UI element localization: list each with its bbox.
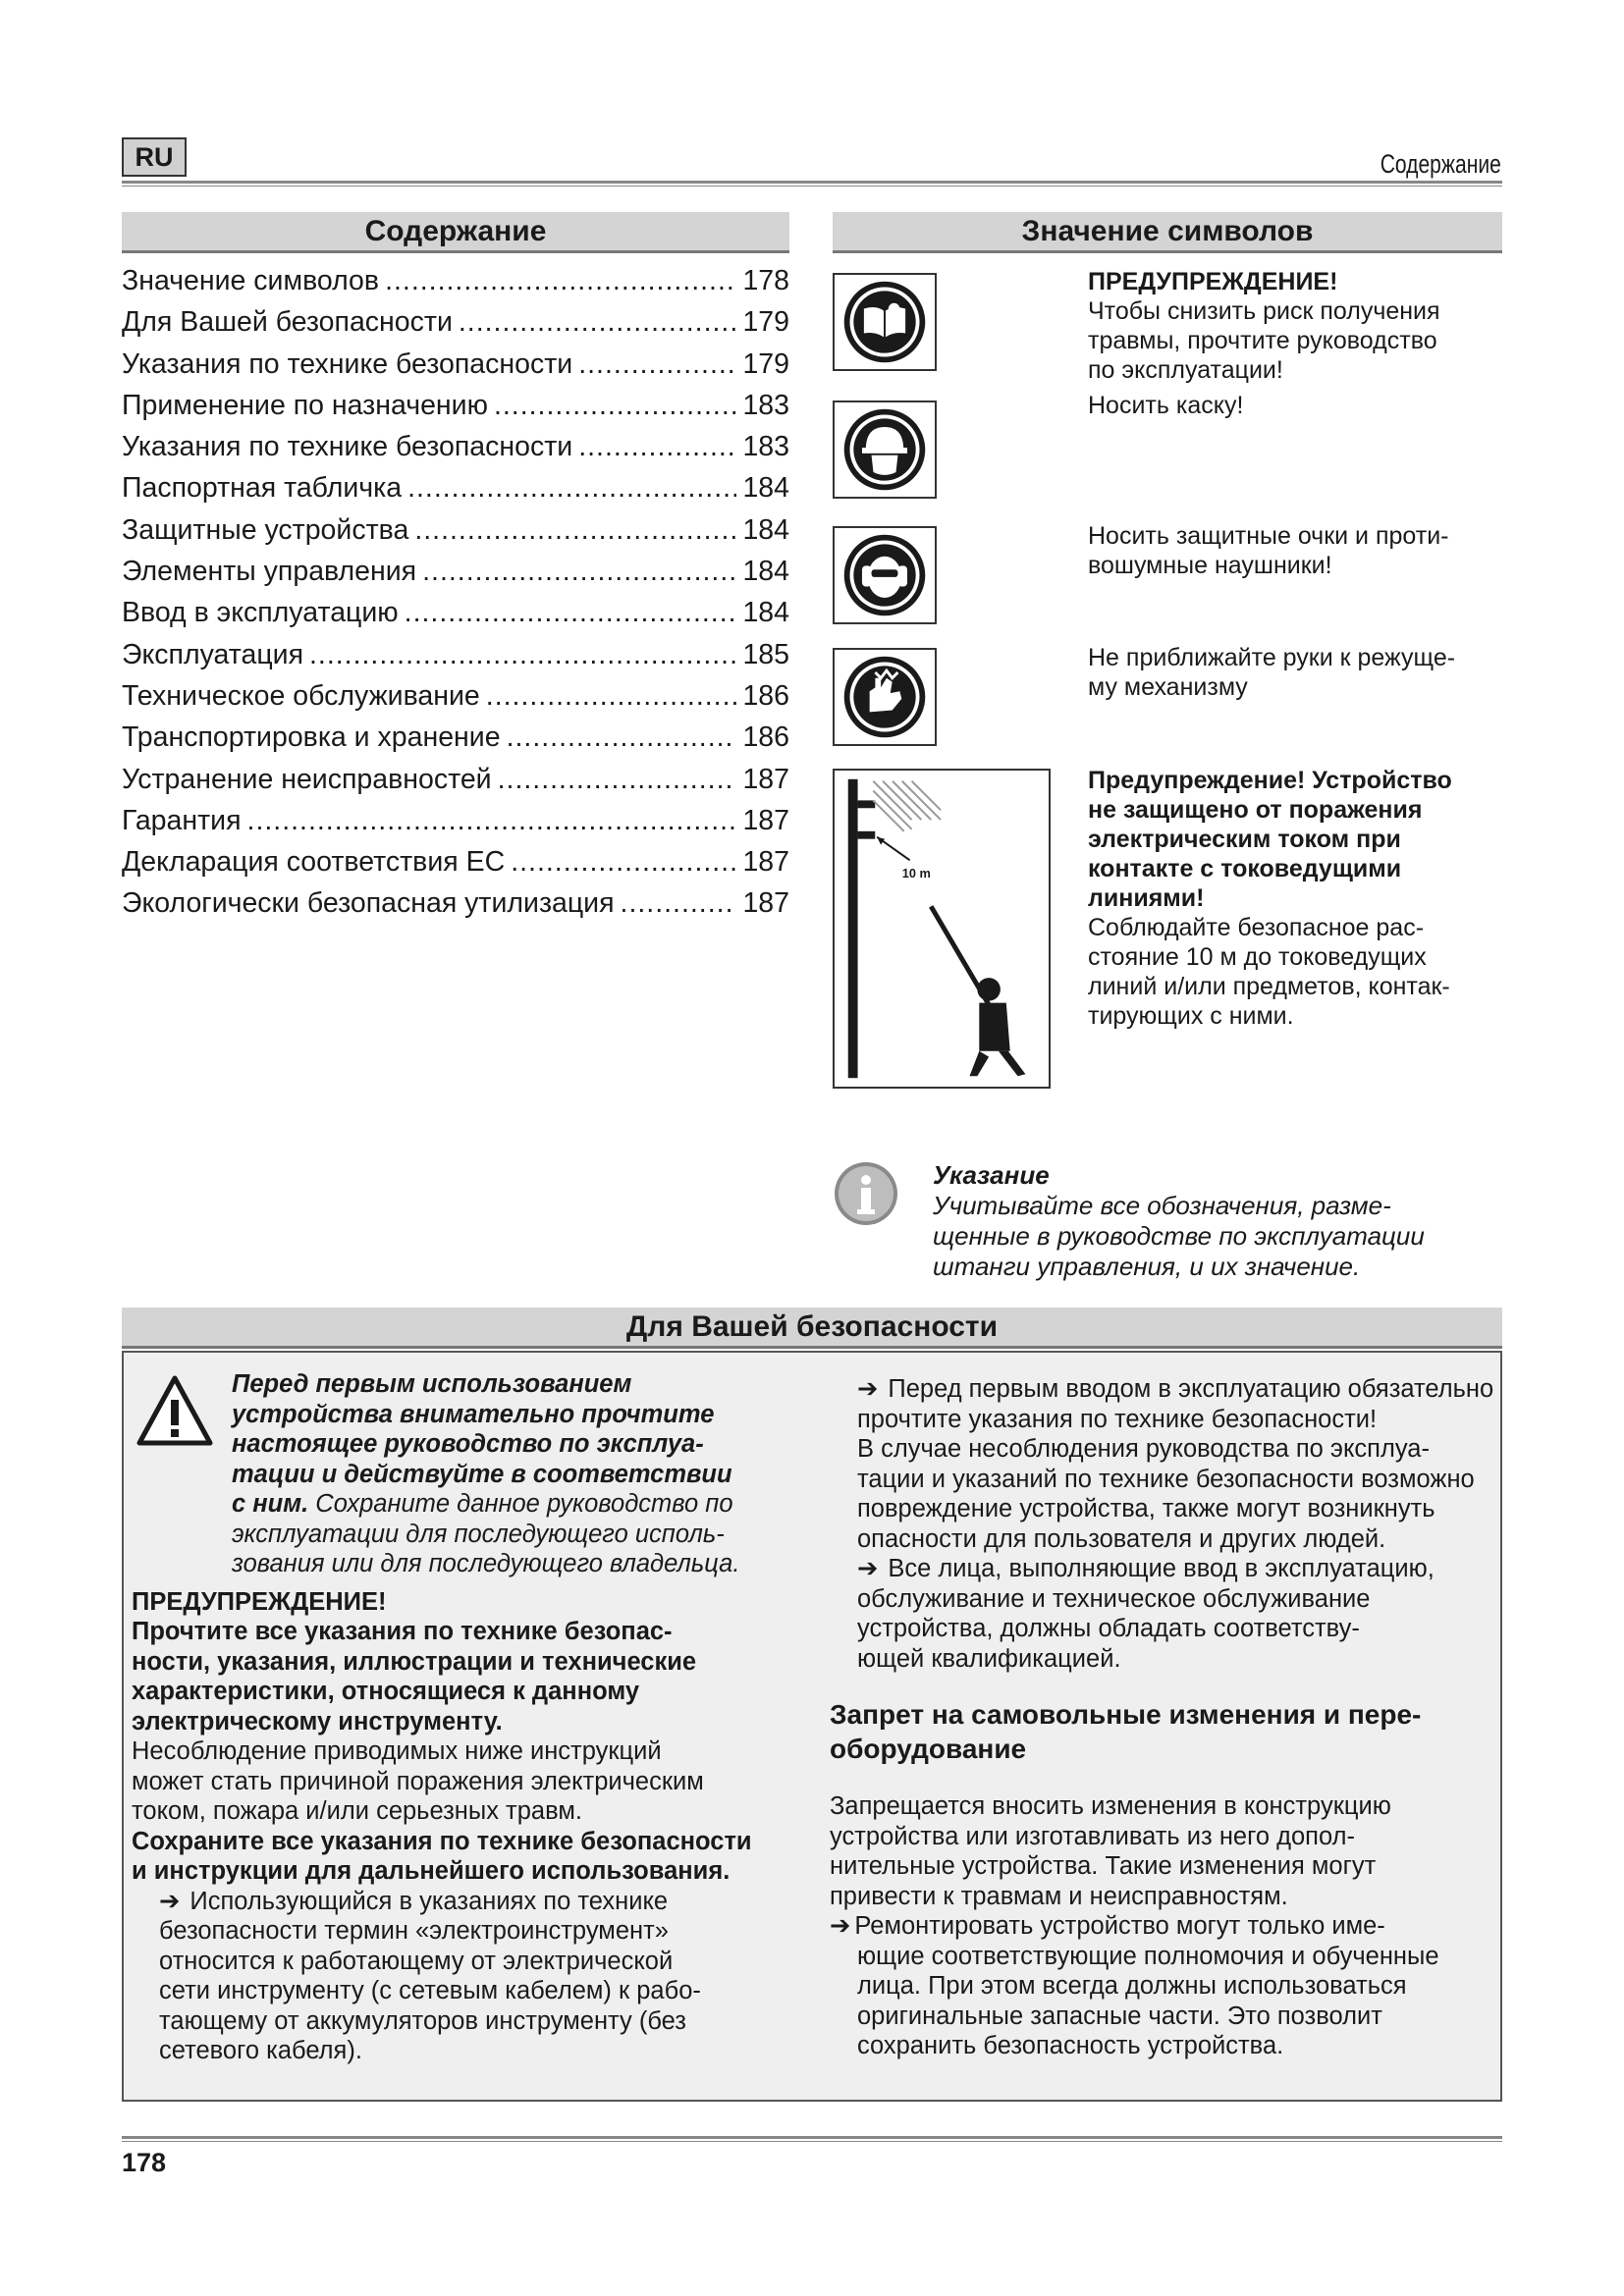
- read-manual-icon: [833, 273, 937, 371]
- toc-item: [122, 846, 789, 887]
- hands-line: Не приближайте руки к режуще-: [1088, 644, 1456, 671]
- warning-bold-line: электрическому инструменту.: [132, 1707, 503, 1735]
- intro-line: Перед первым использованием: [232, 1370, 632, 1398]
- toc-item-title: Транспортировка и хранение: [122, 721, 501, 754]
- hands-text: [1088, 643, 1500, 702]
- safety-heading: Для Вашей безопасности: [122, 1308, 1502, 1349]
- toc-item-title: Указания по технике безопасности: [122, 347, 573, 380]
- page-number: 178: [122, 2148, 167, 2177]
- toc-item-title: Для Вашей безопасности: [122, 306, 453, 339]
- toc-item-page: 183: [742, 389, 789, 421]
- toc-item-page: 178: [742, 265, 789, 296]
- modifications-heading: [830, 1697, 1517, 1766]
- warning-heading: ПРЕДУПРЕЖДЕНИЕ!: [1088, 268, 1338, 295]
- subheading-line: Запрет на самовольные изменения и пере-: [830, 1699, 1422, 1730]
- toc-item-page: 183: [742, 431, 789, 463]
- toc-item: [122, 680, 789, 721]
- right-text: Ремонтировать устройство могут только име-: [854, 1912, 1385, 1940]
- toc-item-title: Экологически безопасная утилизация: [122, 887, 615, 920]
- note-line: Учитывайте все обозначения, разме-: [933, 1191, 1391, 1220]
- no-hands-icon: [833, 648, 937, 746]
- term-text: Использующийся в указаниях по технике: [189, 1887, 669, 1915]
- toc-item-page: 187: [742, 763, 789, 795]
- warning-line: током, пожара и/или серьезных травм.: [132, 1797, 582, 1825]
- toc-leader-dots: [621, 887, 737, 920]
- intro-bold-part: с ним.: [232, 1490, 309, 1518]
- intro-line: эксплуатации для последующего исполь-: [232, 1520, 725, 1548]
- note-line: штанги управления, и их значение.: [933, 1252, 1361, 1281]
- read-manual-line: Чтобы снизить риск получения: [1088, 297, 1440, 325]
- arrow-icon: ➔: [830, 1912, 851, 1940]
- toc-leader-dots: [422, 556, 736, 588]
- right-line: обслуживание и техническое обслуживание: [857, 1584, 1371, 1613]
- power-text: [1088, 766, 1500, 1031]
- keep-line: Сохраните все указания по технике безопасности: [132, 1827, 752, 1855]
- keep-line: и инструкции для дальнейшего использования.: [132, 1857, 731, 1885]
- toc-item-title: Защитные устройства: [122, 513, 409, 546]
- helmet-text: Носить каску!: [1088, 392, 1244, 419]
- toc-item-page: 186: [742, 679, 789, 712]
- safety-right-column: [830, 1374, 1517, 2061]
- toc-item: [122, 306, 789, 347]
- toc-item-title: Указания по технике безопасности: [122, 431, 573, 463]
- toc-leader-dots: [494, 390, 736, 422]
- intro-line: зования или для последующего владельца.: [232, 1550, 740, 1577]
- toc-item: [122, 721, 789, 763]
- hands-line: му механизму: [1088, 673, 1248, 701]
- right-line: [830, 1911, 1517, 1942]
- power-bold-line: линиями!: [1088, 884, 1205, 912]
- arrow-icon: ➔: [159, 1887, 181, 1915]
- right-line: прочтите указания по технике безопасности!: [857, 1405, 1378, 1433]
- read-manual-text: [1088, 267, 1500, 420]
- toc-item-title: Декларация соответствия ЕС: [122, 846, 506, 879]
- right-line: В случае несоблюдения руководства по эксплуа-: [857, 1435, 1430, 1463]
- goggles-earmuffs-icon: [833, 526, 937, 624]
- right-line: сохранить безопасность устройства.: [857, 2032, 1284, 2059]
- toc-item-page: 186: [742, 721, 789, 754]
- toc-item-page: 184: [742, 513, 789, 546]
- right-line: устройства, должны обладать соответству-: [857, 1615, 1360, 1642]
- right-line: [830, 1374, 1517, 1405]
- right-line: привести к травмам и неисправностям.: [830, 1882, 1288, 1910]
- toc-item-page: 184: [742, 472, 789, 505]
- toc-item: [122, 514, 789, 556]
- toc-item: [122, 639, 789, 680]
- warning-bold-line: ности, указания, иллюстрации и технические: [132, 1647, 697, 1676]
- intro-line: настоящее руководство по эксплуа-: [232, 1430, 704, 1458]
- toc-item: [122, 348, 789, 390]
- toc-item-title: Элементы управления: [122, 556, 417, 588]
- subheading-line: оборудование: [830, 1734, 1027, 1764]
- arrow-icon: ➔: [857, 1375, 879, 1403]
- toc-leader-dots: [247, 805, 737, 837]
- toc-leader-dots: [507, 721, 737, 754]
- toc-leader-dots: [309, 639, 736, 671]
- note-heading: Указание: [933, 1160, 1050, 1190]
- right-line: лица. При этом всегда должны использоваться: [857, 1972, 1407, 2000]
- intro-line: [232, 1489, 809, 1520]
- read-manual-line: травмы, прочтите руководство: [1088, 327, 1437, 354]
- toc-leader-dots: [498, 764, 737, 796]
- goggles-line: вошумные наушники!: [1088, 552, 1332, 579]
- goggles-line: Носить защитные очки и проти-: [1088, 522, 1449, 550]
- arrow-icon: ➔: [857, 1555, 879, 1582]
- note-text: [933, 1160, 1502, 1282]
- term-line: тающему от аккумуляторов инструменту (без: [159, 2006, 686, 2035]
- symbols-heading: Значение символов: [833, 212, 1502, 253]
- toc-item-title: Устранение неисправностей: [122, 763, 492, 795]
- term-line: [132, 1887, 809, 1917]
- toc-item-title: Эксплуатация: [122, 638, 303, 670]
- toc-leader-dots: [578, 431, 736, 463]
- toc-heading: Содержание: [122, 212, 789, 253]
- right-line: оригинальные запасные части. Это позволит: [857, 2002, 1382, 2030]
- power-line: линий и/или предметов, контак-: [1088, 973, 1450, 1000]
- toc-item-page: 184: [742, 556, 789, 588]
- read-manual-line: по эксплуатации!: [1088, 356, 1283, 384]
- note-line: щенные в руководстве по эксплуатации: [933, 1221, 1425, 1251]
- toc-item-page: 187: [742, 804, 789, 836]
- goggles-text: [1088, 521, 1500, 580]
- toc-item: [122, 556, 789, 597]
- power-bold-line: Предупреждение! Устройство: [1088, 767, 1452, 794]
- right-line: Запрещается вносить изменения в конструкцию: [830, 1792, 1391, 1820]
- right-line: нительные устройства. Такие изменения могут: [830, 1852, 1377, 1880]
- safety-left-column: [132, 1369, 809, 2066]
- header-rule: [122, 181, 1502, 187]
- footer-rule: [122, 2136, 1502, 2142]
- toc-item-title: Применение по назначению: [122, 389, 488, 421]
- term-line: сетевого кабеля).: [159, 2037, 362, 2064]
- toc-item-title: Значение символов: [122, 265, 380, 296]
- warning-bold-line: Прочтите все указания по технике безопас-: [132, 1618, 673, 1645]
- term-line: относится к работающему от электрической: [159, 1947, 674, 1975]
- distance-label: 10 m: [901, 865, 931, 881]
- toc-list: [122, 265, 789, 930]
- power-line-distance-icon: [833, 769, 1051, 1089]
- power-bold-line: электрическим током при: [1088, 826, 1401, 853]
- toc-item: [122, 887, 789, 929]
- power-bold-line: контакте с токоведущими: [1088, 855, 1402, 882]
- intro-block: [232, 1369, 809, 1579]
- power-bold-line: не защищено от поражения: [1088, 796, 1423, 824]
- term-line: сети инструменту (с сетевым кабелем) к рабо-: [159, 1977, 701, 2004]
- toc-item-page: 185: [742, 638, 789, 670]
- warning-bold-line: характеристики, относящиеся к данному: [132, 1678, 640, 1705]
- toc-leader-dots: [459, 306, 737, 339]
- right-text: Перед первым вводом в эксплуатацию обязательно: [888, 1375, 1494, 1403]
- intro-line: тации и действуйте в соответствии: [232, 1460, 732, 1488]
- helmet-icon: [833, 400, 937, 499]
- toc-item: [122, 431, 789, 472]
- toc-item-title: Паспортная табличка: [122, 472, 403, 505]
- toc-item: [122, 265, 789, 306]
- toc-leader-dots: [511, 846, 736, 879]
- toc-item-title: Техническое обслуживание: [122, 679, 480, 712]
- toc-item: [122, 472, 789, 513]
- right-line: ющие соответствующие полномочия и обученные: [857, 1942, 1439, 1970]
- toc-item: [122, 764, 789, 805]
- right-line: ющей квалификацией.: [857, 1644, 1121, 1673]
- info-icon: [833, 1160, 899, 1227]
- toc-leader-dots: [385, 265, 736, 297]
- power-line: тирующих с ними.: [1088, 1002, 1294, 1030]
- term-line: безопасности термин «электроинструмент»: [159, 1917, 669, 1945]
- toc-item: [122, 390, 789, 431]
- language-badge: RU: [122, 137, 187, 177]
- right-line: тации и указаний по технике безопасности возможно: [857, 1465, 1475, 1493]
- power-line: стояние 10 м до токоведущих: [1088, 943, 1427, 971]
- right-text: Все лица, выполняющие ввод в эксплуатацию,: [888, 1555, 1435, 1582]
- warning-line: Несоблюдение приводимых ниже инструкций: [132, 1737, 662, 1765]
- toc-leader-dots: [578, 348, 736, 381]
- toc-leader-dots: [414, 514, 736, 547]
- toc-item-page: 187: [742, 887, 789, 920]
- intro-regular-part: Сохраните данное руководство по: [308, 1490, 733, 1518]
- power-line: Соблюдайте безопасное рас-: [1088, 914, 1425, 941]
- warning-line: может стать причиной поражения электрическим: [132, 1767, 704, 1795]
- toc-item-page: 187: [742, 846, 789, 879]
- toc-leader-dots: [486, 680, 737, 713]
- toc-item: [122, 805, 789, 846]
- running-header: Содержание: [1380, 149, 1501, 179]
- toc-item-title: Ввод в эксплуатацию: [122, 597, 399, 629]
- right-line: устройства или изготавливать из него допол-: [830, 1822, 1355, 1850]
- safety-warning-heading: ПРЕДУПРЕЖДЕНИЕ!: [132, 1587, 387, 1616]
- toc-leader-dots: [405, 597, 737, 629]
- toc-leader-dots: [407, 472, 736, 505]
- toc-item-page: 184: [742, 597, 789, 629]
- toc-item-title: Гарантия: [122, 804, 242, 836]
- intro-line: устройства внимательно прочтите: [232, 1400, 715, 1428]
- right-line: опасности для пользователя и других людей.: [857, 1524, 1386, 1553]
- toc-item-page: 179: [742, 347, 789, 380]
- toc-item: [122, 597, 789, 638]
- toc-item-page: 179: [742, 306, 789, 339]
- right-line: повреждение устройства, также могут возникнуть: [857, 1495, 1435, 1522]
- right-line: [830, 1554, 1517, 1584]
